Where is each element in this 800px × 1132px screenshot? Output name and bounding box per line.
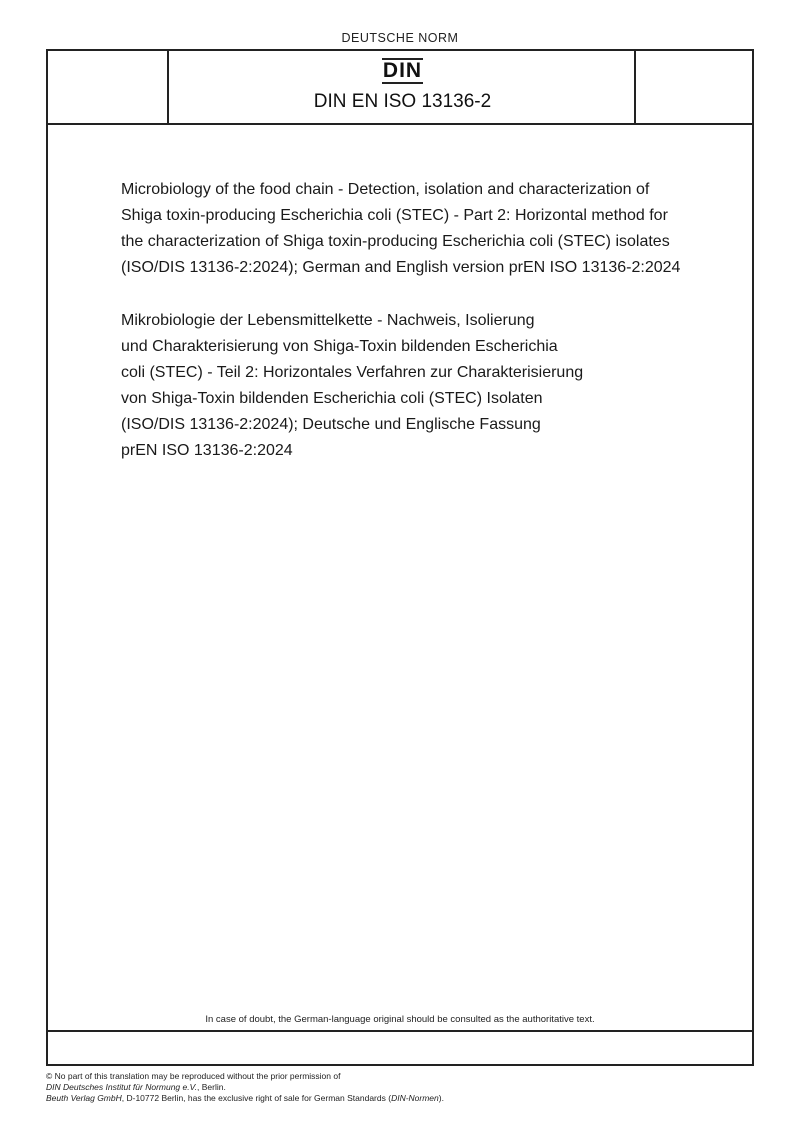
german-title-line: (ISO/DIS 13136-2:2024); Deutsche und Englische Fassung <box>121 416 541 433</box>
english-title-line: the characterization of Shiga toxin-producing Escherichia coli (STEC) isolates <box>121 233 670 250</box>
german-title-line: Mikrobiologie der Lebensmittelkette - Nachweis, Isolierung <box>121 312 535 329</box>
copyright-text: , D-10772 Berlin, has the exclusive right of sale for German Standards ( <box>121 1093 392 1103</box>
document-frame <box>46 49 754 1066</box>
din-logo <box>169 58 636 84</box>
english-title <box>121 177 741 281</box>
din-logo-text: DIN <box>382 59 423 82</box>
german-title-line: von Shiga-Toxin bildenden Escherichia coli (STEC) Isolaten <box>121 390 543 407</box>
copyright-line: © No part of this translation may be reproduced without the prior permission of <box>46 1071 341 1081</box>
english-title-line: Microbiology of the food chain - Detection, isolation and characterization of <box>121 181 650 198</box>
german-title <box>121 308 741 464</box>
authoritative-text-note: In case of doubt, the German-language original should be consulted as the authoritative text. <box>205 1014 595 1025</box>
header-left-cell <box>48 51 169 123</box>
din-normen-term: DIN-Normen <box>391 1093 439 1103</box>
header-center-cell <box>169 51 636 123</box>
copyright-line <box>46 1082 746 1093</box>
english-title-line: (ISO/DIS 13136-2:2024); German and English version prEN ISO 13136-2:2024 <box>121 259 681 276</box>
footer-divider <box>48 1030 752 1032</box>
document-number: DIN EN ISO 13136-2 <box>313 91 492 112</box>
publisher-name: Beuth Verlag GmbH <box>46 1093 122 1103</box>
copyright-text: , Berlin. <box>197 1082 226 1092</box>
copyright-line <box>46 1093 746 1104</box>
copyright-text: ). <box>438 1093 444 1103</box>
header-right-cell <box>634 51 752 123</box>
copyright-notice <box>46 1071 746 1104</box>
din-org-name: DIN Deutsches Institut für Normung e.V. <box>46 1082 198 1092</box>
norm-label: DEUTSCHE NORM <box>341 31 459 45</box>
german-title-line: und Charakterisierung von Shiga-Toxin bildenden Escherichia <box>121 338 558 355</box>
german-title-line: coli (STEC) - Teil 2: Horizontales Verfahren zur Charakterisierung <box>121 364 584 381</box>
header-table <box>48 51 752 125</box>
german-title-line: prEN ISO 13136-2:2024 <box>121 442 293 459</box>
english-title-line: Shiga toxin-producing Escherichia coli (STEC) - Part 2: Horizontal method for <box>121 207 668 224</box>
